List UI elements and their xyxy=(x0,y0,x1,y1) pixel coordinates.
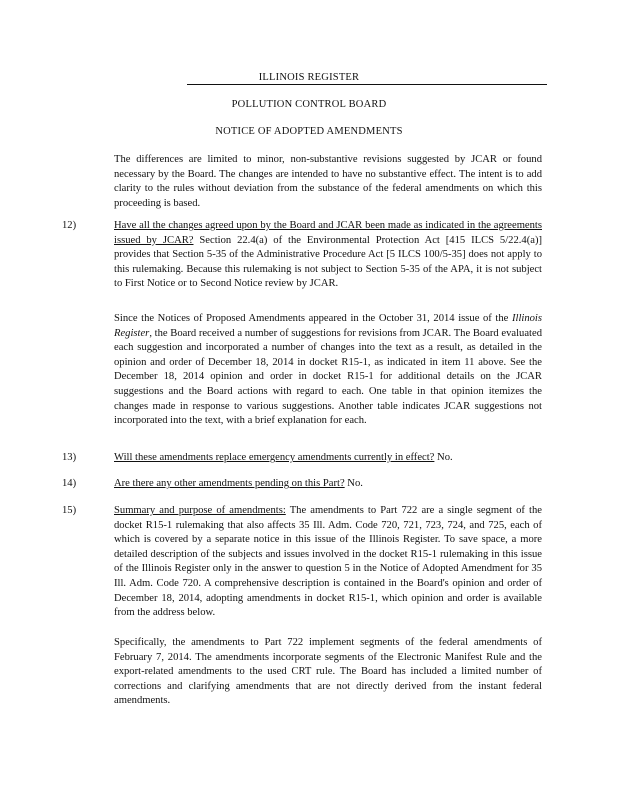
item-12-para2-a: Since the Notices of Proposed Amendments appeared in the October 31, 2014 issue of the xyxy=(114,313,512,324)
item-13-question: Will these amendments replace emergency amendments currently in effect? xyxy=(114,452,435,463)
item-14-number: 14) xyxy=(62,478,77,489)
register-title: ILLINOIS REGISTER xyxy=(258,72,360,83)
item-15-number: 15) xyxy=(62,505,77,516)
item-15-text: The amendments to Part 722 are a single segment of the docket R15-1 rulemaking that also affects 35 Ill. Adm. Code 720, 721, 723, 724, and 725, each of which is covered by a separate notice in this issue of the Illinois Register. To save space, a more detailed description of the subjects and issues involved in the docket R15-1 rulemaking in this issue of the Illinois Register only in the answer to question 5 in the Notice of Adopted Amendment for 35 Ill. Adm. Code 720. A comprehensive description is contained in the Board's opinion and order of December 18, 2014, adopting amendments in docket R15-1, which opinion and order is available from the address below. xyxy=(114,505,542,619)
item-15-heading: Summary and purpose of amendments: xyxy=(114,505,286,516)
item-12-para2-italic: Illinois Register xyxy=(114,313,542,339)
item-12-paragraph xyxy=(114,219,542,292)
item-14-paragraph xyxy=(114,477,542,492)
intro-paragraph: The differences are limited to minor, non-substantive revisions suggested by JCAR or found necessary by the Board. The changes are intended to have no substantive effect. The intent is to add clarity to the rules without deviation from the substance of the federal amendments on which this proceeding is based. xyxy=(114,154,542,209)
item-13-answer: No. xyxy=(434,452,453,463)
item-14-answer: No. xyxy=(344,478,363,489)
item-13-paragraph xyxy=(114,451,542,466)
item-12-answer: Section 22.4(a) of the Environmental Protection Act [415 ILCS 5/22.4(a)] provides that Section 5-35 of the Administrative Procedure Act [5 ILCS 100/5-35] does not apply to this rulemaking. Because this rulemaking is not subject to Section 5-35 of the APA, it is not subject to First Notice or to Second Notice review by JCAR. xyxy=(114,234,543,290)
notice-title: NOTICE OF ADOPTED AMENDMENTS xyxy=(215,126,403,137)
item-12-para2-b: , the Board received a number of suggestions for revisions from JCAR. The Board evaluated each suggestion and incorporated a number of changes into the text as a result, as detailed in the opinion and order of December 18, 2014 in docket R15-1, as indicated in item 11 above. See the December 18, 2014 opinion and order in docket R15-1 for additional details on the JCAR suggestions and the Board actions with regard to each. One table in that opinion itemizes the changes made in response to various suggestions. Another table indicates JCAR suggestions not incorporated into the text, with a brief explanation for each. xyxy=(114,327,542,427)
header-rule xyxy=(187,84,547,85)
board-title: POLLUTION CONTROL BOARD xyxy=(231,99,387,110)
item-13-number: 13) xyxy=(62,452,77,463)
item-15-paragraph-2: Specifically, the amendments to Part 722 implement segments of the federal amendments of February 7, 2014. The amendments incorporate segments of the Electronic Manifest Rule and the export-related amendments to the used CRT rule. The Board has included a limited number of corrections and clarifying amendments that are not directly derived from the instant federal amendments. xyxy=(114,637,542,707)
item-12-number: 12) xyxy=(62,220,77,231)
item-12-paragraph-2 xyxy=(114,312,542,429)
item-14-question: Are there any other amendments pending on this Part? xyxy=(114,478,345,489)
item-12-question: Have all the changes agreed upon by the Board and JCAR been made as indicated in the agreements issued by JCAR? xyxy=(114,220,542,246)
item-15-paragraph xyxy=(114,504,542,621)
